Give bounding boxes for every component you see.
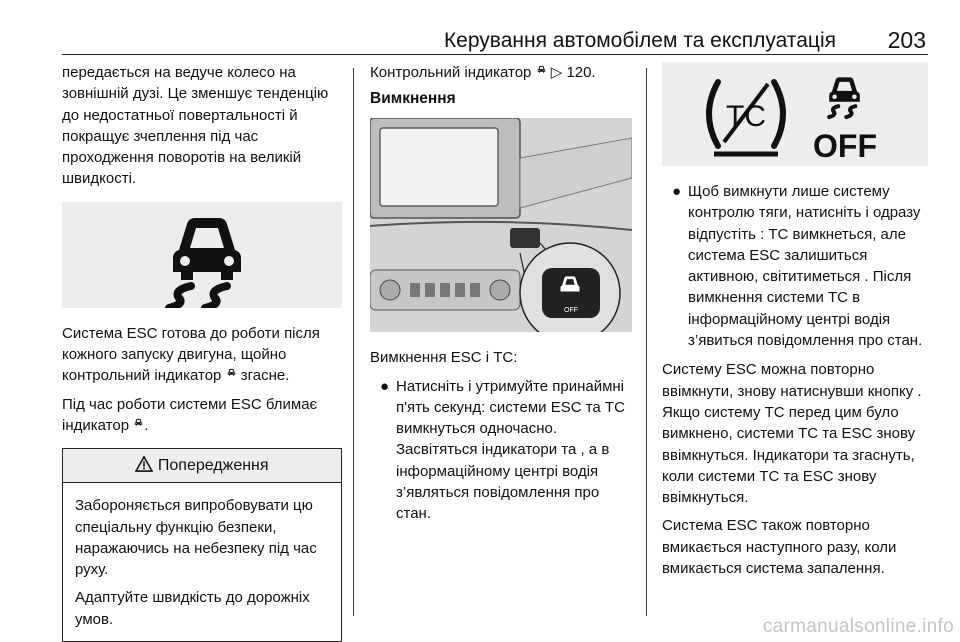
column-2 [370,62,632,533]
watermark: carmanualsonline.info [762,616,954,637]
dashboard-button-illustration [370,118,632,332]
paragraph-esc-ready: Система ESC готова до роботи після кожного запуску двигуна, щойно контрольний індикатор згасне. [62,324,320,385]
page-ref-arrow-icon: ▷ [550,64,563,81]
section-heading: Вимкнення [370,90,456,108]
column-3 [662,62,928,586]
esc-tc-off-intro: Вимкнення ESC і TC: [370,349,518,367]
paragraph-esc-blink: Під час роботи системи ESC блимає індикатор . [62,395,318,434]
esc-skid-car-icon [62,202,342,308]
bullet-esc-tc-off: ● Натисніть і утримуйте принаймні п'ять секунд: системи ESC та TC вимкнуться одночасно. Засвітяться індикатори та , а в інформаційному центрі водія з’являться повідомлення про стан. [380,377,625,523]
paragraph-intro: передається на ведуче колесо на зовнішній дузі. Це зменшує тенденцію до недостатньої повертальності й покращує зчеплення під час проходження поворотів на великій швидкості. [62,64,329,188]
column-divider-1 [353,68,354,616]
column-divider-2 [646,68,647,616]
indicator-reference: Контрольний індикатор ▷ 120. [370,64,596,81]
column-1 [62,62,342,642]
esc-indicator-icon [536,64,547,76]
button-off-label: OFF [564,307,578,315]
tc-off-icon [709,82,783,154]
warning-box [62,448,342,642]
paragraph-esc-ignition: Система ESC також повторно вмикається наступного разу, коли вмикається система запалення. [662,517,897,578]
off-label: OFF [813,128,877,164]
page-header [62,0,928,52]
warning-body [63,483,341,641]
paragraph-esc-reenable: Систему ESC можна повторно ввімкнути, знову натиснувши кнопку . Якщо систему TC перед цим було вимкнено, системи TC та ESC знову ввімкнуться. Індикатори та згаснуть, коли системи TC та ESC знову ввімкнуться. [662,361,922,507]
warning-text-2: Адаптуйте швидкість до дорожніх умов. [75,589,310,628]
esc-indicator-figure [62,202,342,308]
header-title: Керування автомобілем та експлуатація [443,29,836,52]
page-number: 203 [887,27,926,53]
dashboard-illustration [370,118,632,332]
bullet-tc-off: ● Щоб вимкнути лише систему контролю тяги, натисніть і одразу відпустіть : TC вимкнеться, але система ESC залишиться активною, світитиметься . Після вимкнення системи TC в інформаційному центрі водія з’явиться повідомлення про стан. [672,183,923,350]
esc-off-icon [829,77,860,117]
esc-indicator-icon [226,367,237,379]
esc-indicator-icon [133,417,144,429]
warning-text-1: Забороняється випробовувати цю спеціальну функцію безпеки, наражаючись на небезпеку під час руху. [75,497,317,579]
warning-title: Попередження [157,457,269,475]
warning-header [63,449,341,483]
bullet-dot-icon: ● [672,183,682,200]
svg-text:TC: TC [726,100,766,133]
warning-triangle-icon [135,456,153,472]
bullet-dot-icon: ● [380,377,390,395]
header-rule [62,54,928,55]
tc-esc-off-figure [662,62,928,166]
